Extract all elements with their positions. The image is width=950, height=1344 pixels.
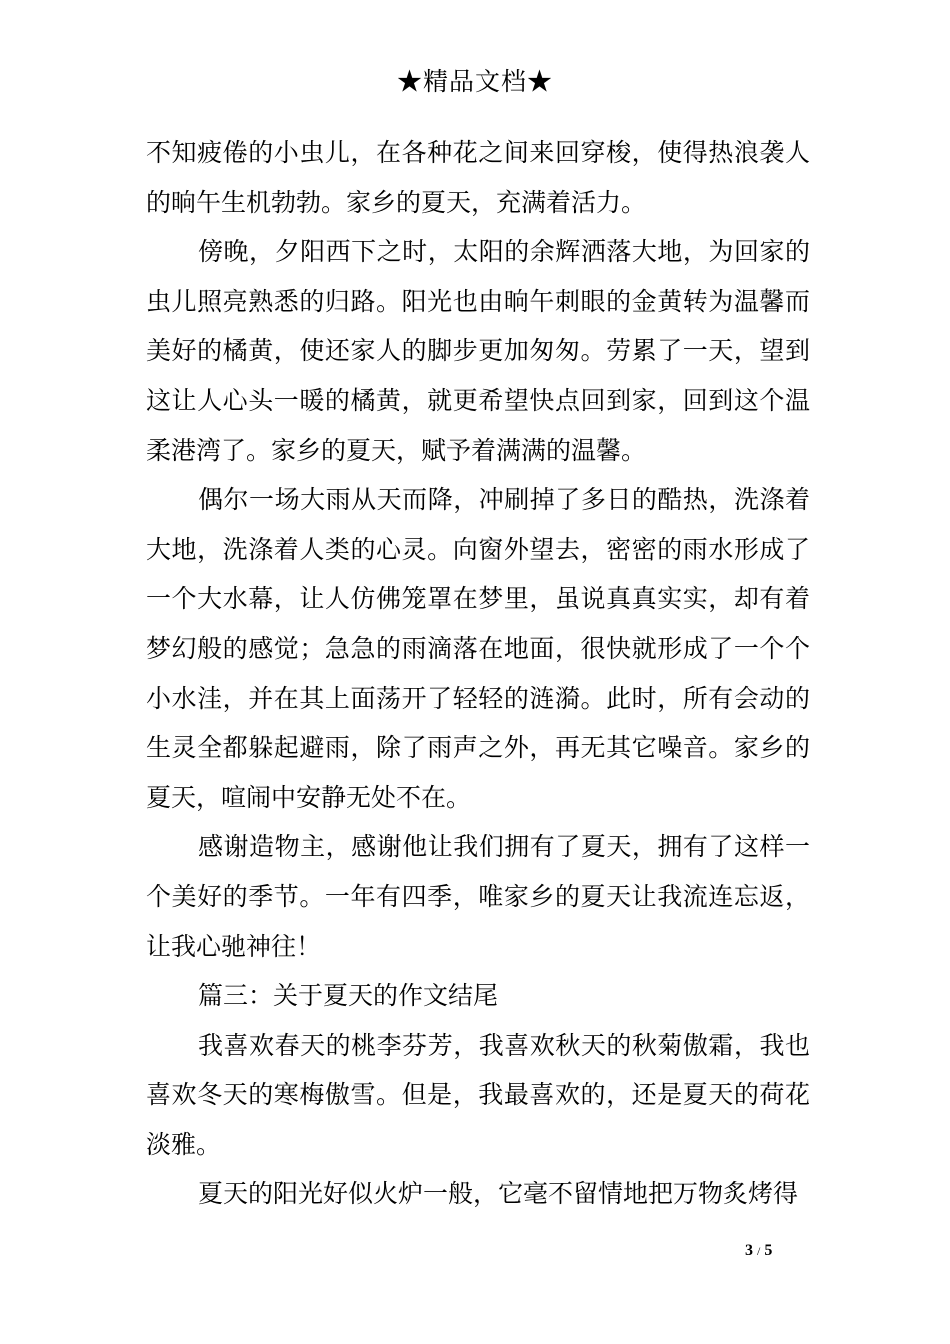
page-number <box>745 1242 772 1260</box>
page-total: 5 <box>764 1242 773 1259</box>
paragraph-2: 傍晚，夕阳西下之时，太阳的余辉洒落大地，为回家的虫儿照亮熟悉的归路。阳光也由晌午刺眼的金黄转为温馨而美好的橘黄，使还家人的脚步更加匆匆。劳累了一天，望到这让人心头一暖的橘黄，就更希望快点回到家，回到这个温柔港湾了。家乡的夏天，赋予着满满的温馨。 <box>146 237 810 465</box>
paragraph-6: 夏天的阳光好似火炉一般，它毫不留情地把万物炙烤得 <box>198 1179 799 1209</box>
page-header: ★精品文档★ <box>396 67 553 96</box>
paragraph-5: 我喜欢春天的桃李芬芳，我喜欢秋天的秋菊傲霜，我也喜欢冬天的寒梅傲雪。但是，我最喜欢的，还是夏天的荷花淡雅。 <box>146 1030 810 1159</box>
paragraph-1: 不知疲倦的小虫儿，在各种花之间来回穿梭，使得热浪袭人的晌午生机勃勃。家乡的夏天，充满着活力。 <box>146 138 810 217</box>
paragraph-3: 偶尔一场大雨从天而降，冲刷掉了多日的酷热，洗涤着大地，洗涤着人类的心灵。向窗外望去，密密的雨水形成了一个大水幕，让人仿佛笼罩在梦里，虽说真真实实，却有着梦幻般的感觉；急急的雨滴落在地面，很快就形成了一个个小水洼，并在其上面荡开了轻轻的涟漪。此时，所有会动的生灵全都躲起避雨，除了雨声之外，再无其它噪音。家乡的夏天，喧闹中安静无处不在。 <box>146 485 810 812</box>
page-separator: / <box>757 1244 761 1258</box>
document-body <box>146 128 810 1219</box>
paragraph-4: 感谢造物主，感谢他让我们拥有了夏天，拥有了这样一个美好的季节。一年有四季，唯家乡的夏天让我流连忘返，让我心驰神往！ <box>146 832 810 961</box>
section-heading: 篇三：关于夏天的作文结尾 <box>198 981 499 1011</box>
page-current: 3 <box>745 1242 753 1259</box>
